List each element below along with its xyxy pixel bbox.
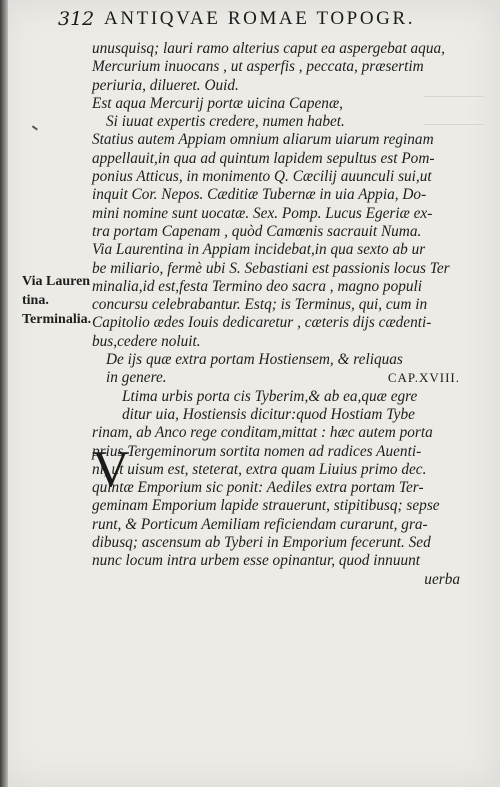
text-line: Est aqua Mercurij portæ uicina Capenæ, xyxy=(92,94,343,112)
chapter-heading-end: in genere. xyxy=(106,369,167,387)
body-text xyxy=(92,40,460,589)
text-line: bus,cedere noluit. xyxy=(92,332,201,350)
text-line: ponius Atticus, in monimento Q. Cæcilij auunculi sui,ut xyxy=(92,168,432,186)
margin-note: tina. xyxy=(22,293,49,308)
text-line: geminam Emporium lapide strauerunt, stipitibusq; sepse xyxy=(92,497,440,515)
text-line: be miliario, fermè ubi S. Sebastiani est passionis locus Ter xyxy=(92,259,450,277)
chapter-heading: De ijs quæ extra portam Hostiensem, & reliquas xyxy=(106,351,403,369)
chapter-heading-line xyxy=(92,369,460,387)
text-line: Via Laurentina in Appiam incidebat,in qua sexto ab ur xyxy=(92,241,426,259)
text-line: minalia,id est,festa Termino deo sacra , magno populi xyxy=(92,277,423,295)
text-line: rinam, ab Anco rege conditam,mittat : hæc autem porta xyxy=(92,424,433,442)
text-line: nunc locum intra urbem esse opinantur, quod innuunt xyxy=(92,552,421,570)
text-line: prius Tergeminorum sortita nomen ad radices Auenti- xyxy=(92,442,422,460)
text-line: ditur uia, Hostiensis dicitur:quod Hostiam Tybe xyxy=(122,405,415,423)
text-line: Statius autem Appiam omnium aliarum uiarum reginam xyxy=(92,131,434,149)
text-line: Mercurium inuocans , ut asperfis , peccata, præsertim xyxy=(92,58,424,76)
margin-note: Terminalia. xyxy=(22,312,92,327)
text-line: inquit Cor. Nepos. Cæditiæ Tubernæ in uia Appia, Do- xyxy=(92,186,427,204)
text-line: dibusq; ascensum ab Tyberi in Emporium fecerunt. Sed xyxy=(92,534,431,552)
text-line: Ltima urbis porta cis Tyberim,& ab ea,quæ egre xyxy=(122,387,418,405)
chapter-label: CAP.XVIII. xyxy=(387,370,460,386)
page-number: 312 xyxy=(58,8,95,30)
text-line: ni, ut uisum est, steterat, extra quam Liuius primo dec. xyxy=(92,460,427,478)
text-line: appellauit,in qua ad quintum lapidem sepultus est Pom- xyxy=(92,149,435,167)
ink-speck xyxy=(32,125,38,130)
text-line: Capitolio ædes Iouis dedicaretur , cæteris dijs cædenti- xyxy=(92,314,432,332)
page-header xyxy=(58,6,478,36)
text-line: periuria, dilueret. Ouid. xyxy=(92,76,239,94)
margin-note: Via Lauren xyxy=(22,274,91,289)
text-line: runt, & Porticum Aemiliam reficiendam curarunt, gra- xyxy=(92,515,428,533)
page-gutter-shadow xyxy=(0,0,8,787)
text-line: mini nomine sunt uocatæ. Sex. Pomp. Lucus Egeriæ ex- xyxy=(92,204,433,222)
running-title: ANTIQVAE ROMAE TOPOGR. xyxy=(104,8,416,29)
text-line: Si iuuat expertis credere, numen habet. xyxy=(106,113,345,131)
text-line: tra portam Capenam , quòd Camœnis sacrauit Numa. xyxy=(92,222,422,240)
catchword: uerba xyxy=(424,570,460,588)
drop-cap: V xyxy=(92,441,130,498)
text-line: quintæ Emporium sic ponit: Aediles extra portam Ter- xyxy=(92,479,424,497)
text-line: unusquisq; lauri ramo alterius caput ea aspergebat aqua, xyxy=(92,40,445,57)
text-line: concursu celebrabantur. Estq; is Terminus, qui, cum in xyxy=(92,296,428,314)
